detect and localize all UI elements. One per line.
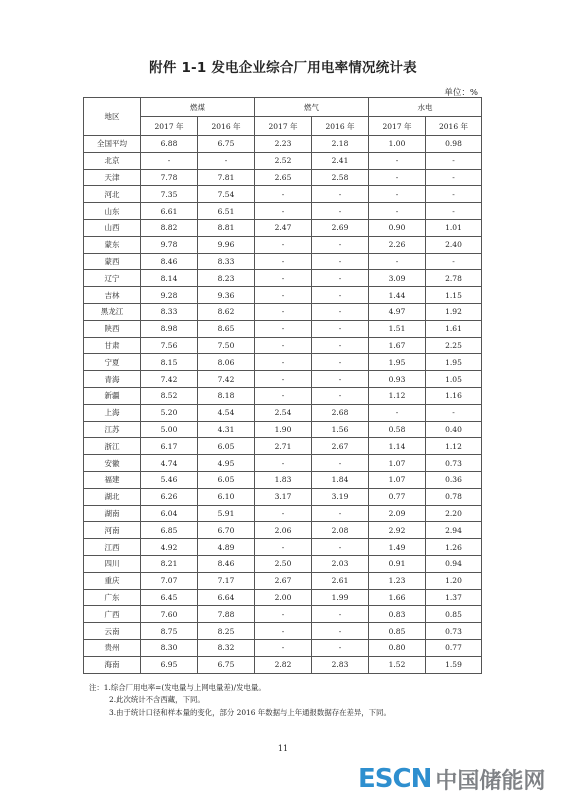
value-cell: - — [255, 639, 312, 656]
value-cell: 8.46 — [141, 253, 198, 270]
region-cell: 广东 — [84, 589, 141, 606]
value-cell: 2.61 — [312, 572, 369, 589]
value-cell: - — [255, 371, 312, 388]
table-row — [84, 555, 482, 572]
region-cell: 湖北 — [84, 488, 141, 505]
value-cell: - — [255, 354, 312, 371]
value-cell: 4.97 — [369, 303, 426, 320]
value-cell: 2.26 — [369, 236, 426, 253]
value-cell: 8.06 — [198, 354, 255, 371]
table-row — [84, 539, 482, 556]
table-row — [84, 387, 482, 404]
year-header: 2016 年 — [426, 117, 482, 136]
value-cell: 6.95 — [141, 656, 198, 673]
table-row — [84, 438, 482, 455]
table-row — [84, 354, 482, 371]
value-cell: 0.93 — [369, 371, 426, 388]
region-cell: 山东 — [84, 203, 141, 220]
value-cell: - — [312, 505, 369, 522]
value-cell: 1.23 — [369, 572, 426, 589]
value-cell: - — [255, 287, 312, 304]
value-cell: 9.96 — [198, 236, 255, 253]
table-row — [84, 455, 482, 472]
value-cell: 1.20 — [426, 572, 482, 589]
value-cell: 7.42 — [198, 371, 255, 388]
value-cell: 0.77 — [369, 488, 426, 505]
value-cell: 0.73 — [426, 623, 482, 640]
value-cell: - — [312, 186, 369, 203]
value-cell: 6.61 — [141, 203, 198, 220]
value-cell: - — [312, 639, 369, 656]
value-cell: 1.59 — [426, 656, 482, 673]
value-cell: - — [255, 606, 312, 623]
value-cell: 0.94 — [426, 555, 482, 572]
value-cell: 5.46 — [141, 471, 198, 488]
year-header: 2017 年 — [141, 117, 198, 136]
value-cell: - — [426, 404, 482, 421]
value-cell: - — [426, 152, 482, 169]
table-row — [84, 253, 482, 270]
value-cell: 6.26 — [141, 488, 198, 505]
value-cell: 4.54 — [198, 404, 255, 421]
year-header: 2016 年 — [312, 117, 369, 136]
value-cell: 6.05 — [198, 438, 255, 455]
region-cell: 吉林 — [84, 287, 141, 304]
value-cell: 0.83 — [369, 606, 426, 623]
value-cell: 0.98 — [426, 136, 482, 153]
value-cell: - — [312, 203, 369, 220]
value-cell: 7.42 — [141, 371, 198, 388]
value-cell: 8.33 — [198, 253, 255, 270]
value-cell: 2.06 — [255, 522, 312, 539]
value-cell: 2.00 — [255, 589, 312, 606]
value-cell: 7.50 — [198, 337, 255, 354]
region-cell: 安徽 — [84, 455, 141, 472]
value-cell: - — [426, 203, 482, 220]
value-cell: 1.95 — [369, 354, 426, 371]
region-cell: 贵州 — [84, 639, 141, 656]
region-cell: 陕西 — [84, 320, 141, 337]
value-cell: 9.28 — [141, 287, 198, 304]
value-cell: - — [255, 303, 312, 320]
value-cell: - — [255, 455, 312, 472]
value-cell: 1.51 — [369, 320, 426, 337]
value-cell: 6.88 — [141, 136, 198, 153]
value-cell: - — [312, 320, 369, 337]
value-cell: 2.58 — [312, 169, 369, 186]
region-cell: 青海 — [84, 371, 141, 388]
value-cell: 2.54 — [255, 404, 312, 421]
region-cell: 甘肃 — [84, 337, 141, 354]
value-cell: 7.81 — [198, 169, 255, 186]
value-cell: 4.89 — [198, 539, 255, 556]
value-cell: 1.90 — [255, 421, 312, 438]
value-cell: 0.73 — [426, 455, 482, 472]
table-row — [84, 589, 482, 606]
value-cell: 6.45 — [141, 589, 198, 606]
region-cell: 广西 — [84, 606, 141, 623]
region-cell: 蒙东 — [84, 236, 141, 253]
value-cell: 2.67 — [255, 572, 312, 589]
value-cell: 8.32 — [198, 639, 255, 656]
value-cell: 2.71 — [255, 438, 312, 455]
value-cell: - — [312, 455, 369, 472]
region-cell: 全国平均 — [84, 136, 141, 153]
region-cell: 四川 — [84, 555, 141, 572]
value-cell: 3.09 — [369, 270, 426, 287]
value-cell: - — [426, 169, 482, 186]
value-cell: 0.85 — [369, 623, 426, 640]
value-cell: 2.68 — [312, 404, 369, 421]
value-cell: - — [312, 303, 369, 320]
value-cell: 8.52 — [141, 387, 198, 404]
value-cell: - — [141, 152, 198, 169]
value-cell: 2.67 — [312, 438, 369, 455]
value-cell: 1.52 — [369, 656, 426, 673]
value-cell: 4.74 — [141, 455, 198, 472]
watermark-en: ESCN — [358, 764, 432, 794]
table-row — [84, 404, 482, 421]
value-cell: 2.47 — [255, 219, 312, 236]
table-row — [84, 656, 482, 673]
value-cell: 8.18 — [198, 387, 255, 404]
region-cell: 上海 — [84, 404, 141, 421]
note-line: 3.由于统计口径和样本量的变化，部分 2016 年数据与上年通报数据存在差异，下同。 — [109, 707, 391, 717]
value-cell: 7.88 — [198, 606, 255, 623]
value-cell: 8.25 — [198, 623, 255, 640]
value-cell: 6.10 — [198, 488, 255, 505]
value-cell: - — [369, 169, 426, 186]
table-row — [84, 152, 482, 169]
region-cell: 天津 — [84, 169, 141, 186]
value-cell: 1.00 — [369, 136, 426, 153]
region-cell: 江西 — [84, 539, 141, 556]
table-header — [84, 98, 482, 136]
value-cell: - — [255, 186, 312, 203]
table-row — [84, 186, 482, 203]
value-cell: 6.64 — [198, 589, 255, 606]
value-cell: 1.67 — [369, 337, 426, 354]
value-cell: 7.56 — [141, 337, 198, 354]
value-cell: 8.23 — [198, 270, 255, 287]
region-cell: 宁夏 — [84, 354, 141, 371]
value-cell: - — [255, 505, 312, 522]
table-row — [84, 169, 482, 186]
page-title: 附件 1-1 发电企业综合厂用电率情况统计表 — [149, 60, 417, 76]
table-row — [84, 236, 482, 253]
value-cell: 1.26 — [426, 539, 482, 556]
value-cell: 0.80 — [369, 639, 426, 656]
table-row — [84, 488, 482, 505]
value-cell: 2.23 — [255, 136, 312, 153]
value-cell: - — [198, 152, 255, 169]
value-cell: 1.12 — [426, 438, 482, 455]
value-cell: 2.50 — [255, 555, 312, 572]
value-cell: 4.31 — [198, 421, 255, 438]
value-cell: 2.40 — [426, 236, 482, 253]
table-row — [84, 320, 482, 337]
value-cell: 6.04 — [141, 505, 198, 522]
value-cell: 2.82 — [255, 656, 312, 673]
value-cell: - — [255, 539, 312, 556]
value-cell: 2.94 — [426, 522, 482, 539]
value-cell: 0.36 — [426, 471, 482, 488]
value-cell: - — [426, 253, 482, 270]
value-cell: 2.69 — [312, 219, 369, 236]
value-cell: 8.14 — [141, 270, 198, 287]
table-row — [84, 623, 482, 640]
value-cell: 5.00 — [141, 421, 198, 438]
value-cell: - — [255, 253, 312, 270]
region-cell: 江苏 — [84, 421, 141, 438]
region-cell: 湖南 — [84, 505, 141, 522]
table-row — [84, 136, 482, 153]
value-cell: 1.95 — [426, 354, 482, 371]
value-cell: 6.17 — [141, 438, 198, 455]
region-cell: 河南 — [84, 522, 141, 539]
value-cell: - — [369, 404, 426, 421]
region-cell: 辽宁 — [84, 270, 141, 287]
value-cell: - — [369, 186, 426, 203]
value-cell: - — [312, 623, 369, 640]
value-cell: 8.15 — [141, 354, 198, 371]
value-cell: - — [255, 320, 312, 337]
value-cell: 1.05 — [426, 371, 482, 388]
value-cell: 9.78 — [141, 236, 198, 253]
value-cell: 7.17 — [198, 572, 255, 589]
table-body — [84, 136, 482, 674]
value-cell: 2.78 — [426, 270, 482, 287]
table-row — [84, 606, 482, 623]
note-line: 2.此次统计不含西藏，下同。 — [109, 695, 205, 705]
table-row — [84, 471, 482, 488]
value-cell: 8.62 — [198, 303, 255, 320]
unit-label: 单位：% — [444, 88, 478, 98]
group-header-hydro: 水电 — [369, 98, 482, 117]
value-cell: 8.98 — [141, 320, 198, 337]
region-header: 地区 — [84, 98, 141, 136]
value-cell: 6.05 — [198, 471, 255, 488]
value-cell: - — [312, 337, 369, 354]
value-cell: 3.19 — [312, 488, 369, 505]
value-cell: 1.99 — [312, 589, 369, 606]
year-header: 2017 年 — [255, 117, 312, 136]
table-row — [84, 505, 482, 522]
value-cell: 9.36 — [198, 287, 255, 304]
value-cell: 5.20 — [141, 404, 198, 421]
value-cell: 4.95 — [198, 455, 255, 472]
region-cell: 黑龙江 — [84, 303, 141, 320]
table-row — [84, 421, 482, 438]
note-line: 注：1.综合厂用电率=(发电量与上网电量差)/发电量。 — [89, 683, 266, 692]
value-cell: 1.07 — [369, 455, 426, 472]
value-cell: 1.37 — [426, 589, 482, 606]
region-cell: 云南 — [84, 623, 141, 640]
value-cell: 8.30 — [141, 639, 198, 656]
value-cell: - — [312, 287, 369, 304]
table-row — [84, 371, 482, 388]
table-row — [84, 287, 482, 304]
value-cell: 8.82 — [141, 219, 198, 236]
value-cell: - — [312, 354, 369, 371]
value-cell: 8.81 — [198, 219, 255, 236]
value-cell: 2.03 — [312, 555, 369, 572]
value-cell: 5.91 — [198, 505, 255, 522]
value-cell: - — [369, 253, 426, 270]
table-row — [84, 522, 482, 539]
value-cell: 2.65 — [255, 169, 312, 186]
region-cell: 山西 — [84, 219, 141, 236]
value-cell: - — [312, 253, 369, 270]
value-cell: - — [426, 186, 482, 203]
value-cell: 2.18 — [312, 136, 369, 153]
value-cell: 0.85 — [426, 606, 482, 623]
watermark-logo — [358, 764, 545, 794]
value-cell: 6.51 — [198, 203, 255, 220]
value-cell: 0.90 — [369, 219, 426, 236]
year-header: 2017 年 — [369, 117, 426, 136]
region-cell: 重庆 — [84, 572, 141, 589]
region-cell: 蒙西 — [84, 253, 141, 270]
value-cell: 0.91 — [369, 555, 426, 572]
value-cell: 2.41 — [312, 152, 369, 169]
value-cell: - — [369, 203, 426, 220]
table-row — [84, 270, 482, 287]
value-cell: 0.77 — [426, 639, 482, 656]
value-cell: - — [312, 606, 369, 623]
value-cell: - — [255, 623, 312, 640]
value-cell: - — [312, 236, 369, 253]
value-cell: 2.09 — [369, 505, 426, 522]
value-cell: 1.83 — [255, 471, 312, 488]
region-cell: 浙江 — [84, 438, 141, 455]
value-cell: 1.14 — [369, 438, 426, 455]
value-cell: - — [255, 387, 312, 404]
value-cell: - — [255, 337, 312, 354]
value-cell: 2.08 — [312, 522, 369, 539]
value-cell: 6.75 — [198, 656, 255, 673]
value-cell: 0.58 — [369, 421, 426, 438]
table-row — [84, 572, 482, 589]
value-cell: 8.46 — [198, 555, 255, 572]
value-cell: - — [255, 203, 312, 220]
value-cell: 1.01 — [426, 219, 482, 236]
value-cell: 1.16 — [426, 387, 482, 404]
value-cell: - — [255, 236, 312, 253]
value-cell: 1.07 — [369, 471, 426, 488]
value-cell: - — [312, 539, 369, 556]
value-cell: - — [255, 270, 312, 287]
value-cell: 8.65 — [198, 320, 255, 337]
value-cell: 2.92 — [369, 522, 426, 539]
value-cell: 7.07 — [141, 572, 198, 589]
value-cell: 0.40 — [426, 421, 482, 438]
value-cell: - — [312, 371, 369, 388]
group-header-coal: 燃煤 — [141, 98, 255, 117]
value-cell: 7.35 — [141, 186, 198, 203]
value-cell: - — [312, 387, 369, 404]
value-cell: 1.84 — [312, 471, 369, 488]
value-cell: 1.56 — [312, 421, 369, 438]
table-row — [84, 203, 482, 220]
value-cell: 2.25 — [426, 337, 482, 354]
value-cell: - — [312, 270, 369, 287]
value-cell: 4.92 — [141, 539, 198, 556]
value-cell: 2.83 — [312, 656, 369, 673]
value-cell: 2.52 — [255, 152, 312, 169]
value-cell: 1.12 — [369, 387, 426, 404]
table-row — [84, 639, 482, 656]
value-cell: 1.92 — [426, 303, 482, 320]
region-cell: 北京 — [84, 152, 141, 169]
value-cell: 6.70 — [198, 522, 255, 539]
value-cell: 8.33 — [141, 303, 198, 320]
value-cell: 2.20 — [426, 505, 482, 522]
value-cell: - — [369, 152, 426, 169]
value-cell: 1.66 — [369, 589, 426, 606]
watermark-cn: 中国储能网 — [435, 768, 546, 794]
group-header-gas: 燃气 — [255, 98, 369, 117]
table-row — [84, 337, 482, 354]
value-cell: 0.78 — [426, 488, 482, 505]
region-cell: 河北 — [84, 186, 141, 203]
value-cell: 1.61 — [426, 320, 482, 337]
region-cell: 新疆 — [84, 387, 141, 404]
value-cell: 1.44 — [369, 287, 426, 304]
table-row — [84, 303, 482, 320]
value-cell: 7.78 — [141, 169, 198, 186]
notes — [89, 682, 391, 719]
region-cell: 海南 — [84, 656, 141, 673]
value-cell: 1.15 — [426, 287, 482, 304]
value-cell: 7.54 — [198, 186, 255, 203]
table-row — [84, 219, 482, 236]
value-cell: 6.75 — [198, 136, 255, 153]
value-cell: 7.60 — [141, 606, 198, 623]
value-cell: 8.21 — [141, 555, 198, 572]
value-cell: 1.49 — [369, 539, 426, 556]
value-cell: 3.17 — [255, 488, 312, 505]
value-cell: 6.85 — [141, 522, 198, 539]
value-cell: 8.75 — [141, 623, 198, 640]
year-header: 2016 年 — [198, 117, 255, 136]
stats-table — [83, 97, 482, 674]
page-number: 11 — [277, 744, 289, 753]
region-cell: 福建 — [84, 471, 141, 488]
